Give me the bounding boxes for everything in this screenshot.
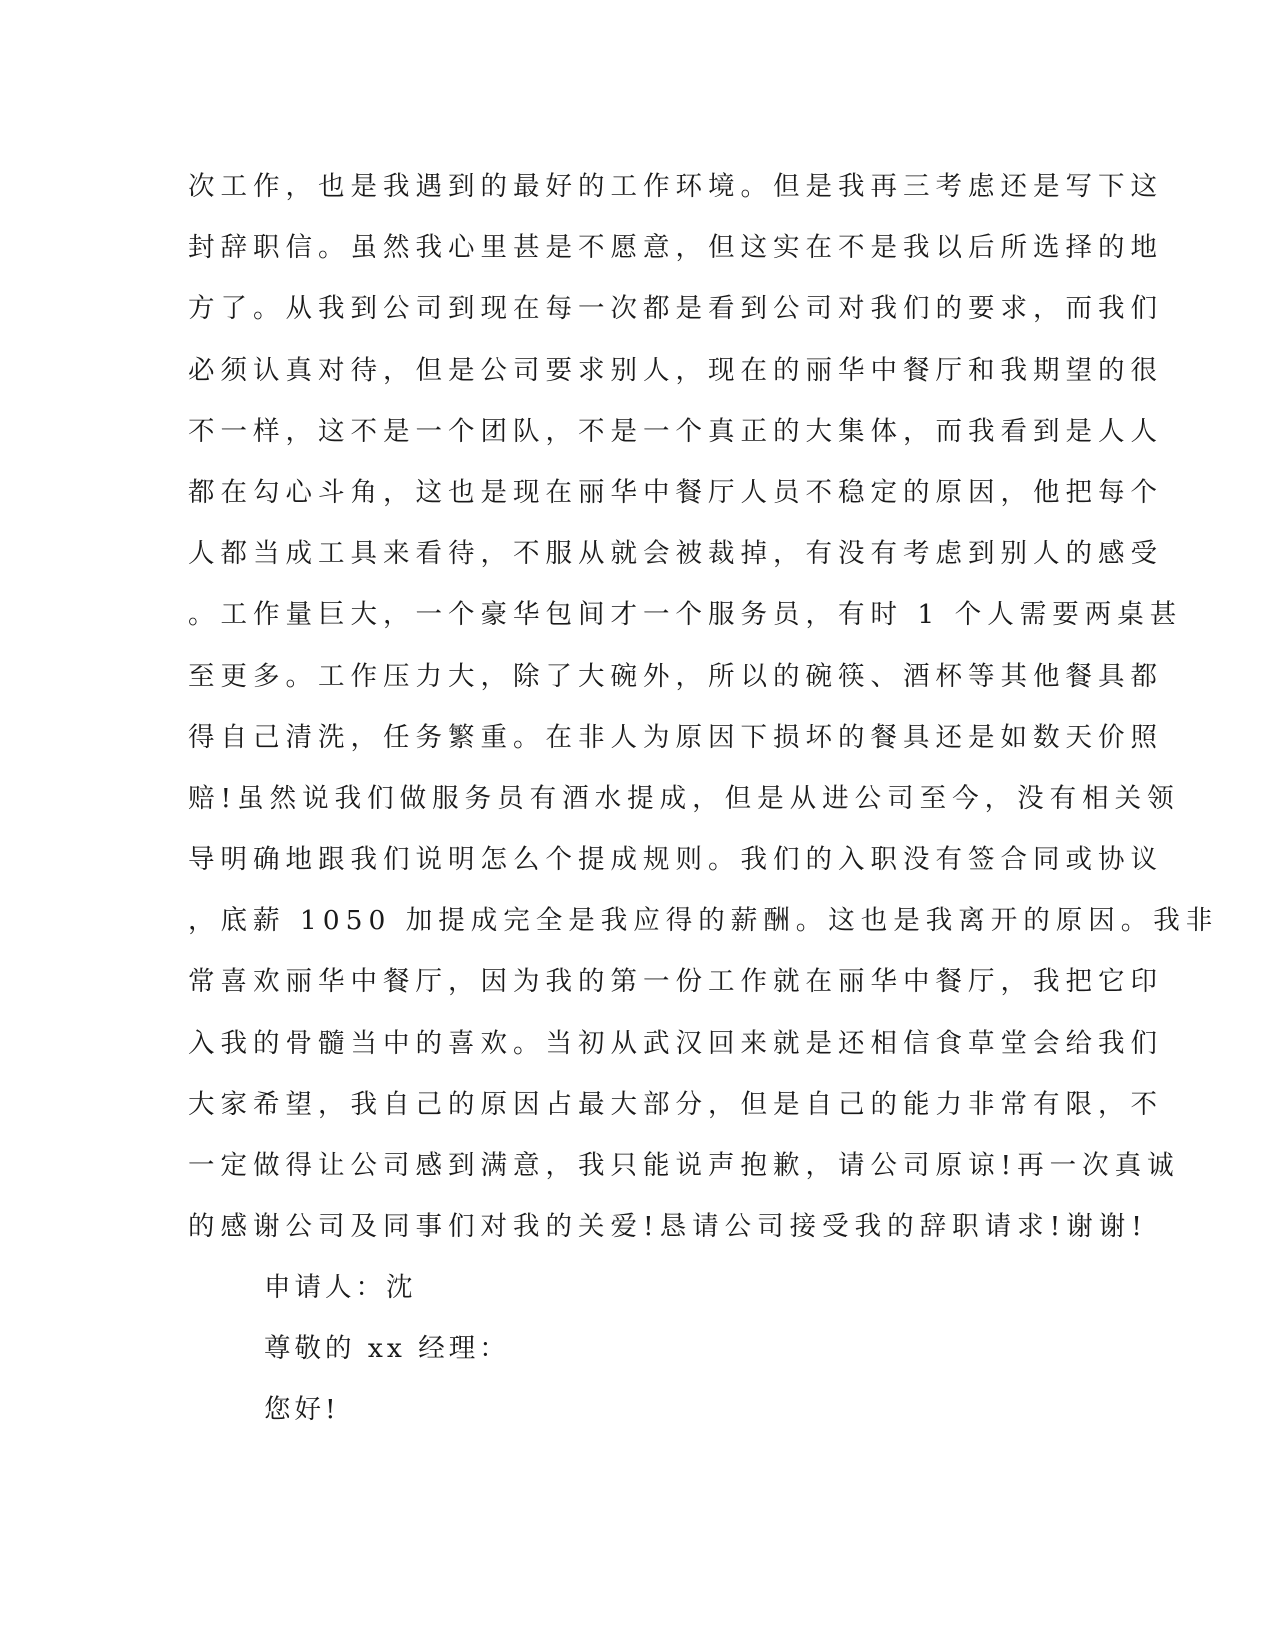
applicant-line: 申请人：沈: [264, 1272, 417, 1303]
body-line-17: 一定做得让公司感到满意，我只能说声抱歉，请公司原谅!再一次真诚: [188, 1150, 1180, 1181]
body-line-12: 导明确地跟我们说明怎么个提成规则。我们的入职没有签合同或协议: [188, 844, 1163, 876]
body-line-8: 。工作量巨大，一个豪华包间才一个服务员，有时 1 个人需要两桌甚: [188, 599, 1183, 631]
body-line-18: 的感谢公司及同事们对我的关爱!恳请公司接受我的辞职请求!谢谢!: [188, 1211, 1148, 1243]
body-line-13: ，底薪 1050 加提成完全是我应得的薪酬。这也是我离开的原因。我非: [188, 905, 1219, 937]
body-line-1: 次工作，也是我遇到的最好的工作环境。但是我再三考虑还是写下这: [188, 171, 1163, 202]
body-line-7: 人都当成工具来看待，不服从就会被裁掉，有没有考虑到别人的感受: [188, 538, 1163, 570]
body-line-14: 常喜欢丽华中餐厅，因为我的第一份工作就在丽华中餐厅，我把它印: [188, 966, 1163, 998]
greeting-line: 您好!: [264, 1394, 340, 1426]
body-line-6: 都在勾心斗角，这也是现在丽华中餐厅人员不稳定的原因，他把每个: [188, 476, 1163, 508]
body-line-11: 赔!虽然说我们做服务员有酒水提成，但是从进公司至今，没有相关领: [188, 782, 1180, 814]
body-line-3: 方了。从我到公司到现在每一次都是看到公司对我们的要求，而我们: [188, 293, 1163, 325]
body-line-2: 封辞职信。虽然我心里甚是不愿意，但这实在不是我以后所选择的地: [188, 232, 1163, 264]
letter-closing: [264, 1258, 510, 1442]
salutation-line: 尊敬的 xx 经理：: [264, 1333, 510, 1365]
body-line-16: 大家希望，我自己的原因占最大部分，但是自己的能力非常有限，不: [188, 1088, 1163, 1120]
body-line-9: 至更多。工作压力大，除了大碗外，所以的碗筷、酒杯等其他餐具都: [188, 660, 1163, 692]
body-line-5: 不一样，这不是一个团队，不是一个真正的大集体，而我看到是人人: [188, 415, 1163, 447]
body-line-4: 必须认真对待，但是公司要求别人，现在的丽华中餐厅和我期望的很: [188, 354, 1163, 386]
letter-body: [188, 156, 1219, 1257]
body-line-10: 得自己清洗，任务繁重。在非人为原因下损坏的餐具还是如数天价照: [188, 721, 1163, 753]
body-line-15: 入我的骨髓当中的喜欢。当初从武汉回来就是还相信食草堂会给我们: [188, 1027, 1163, 1059]
